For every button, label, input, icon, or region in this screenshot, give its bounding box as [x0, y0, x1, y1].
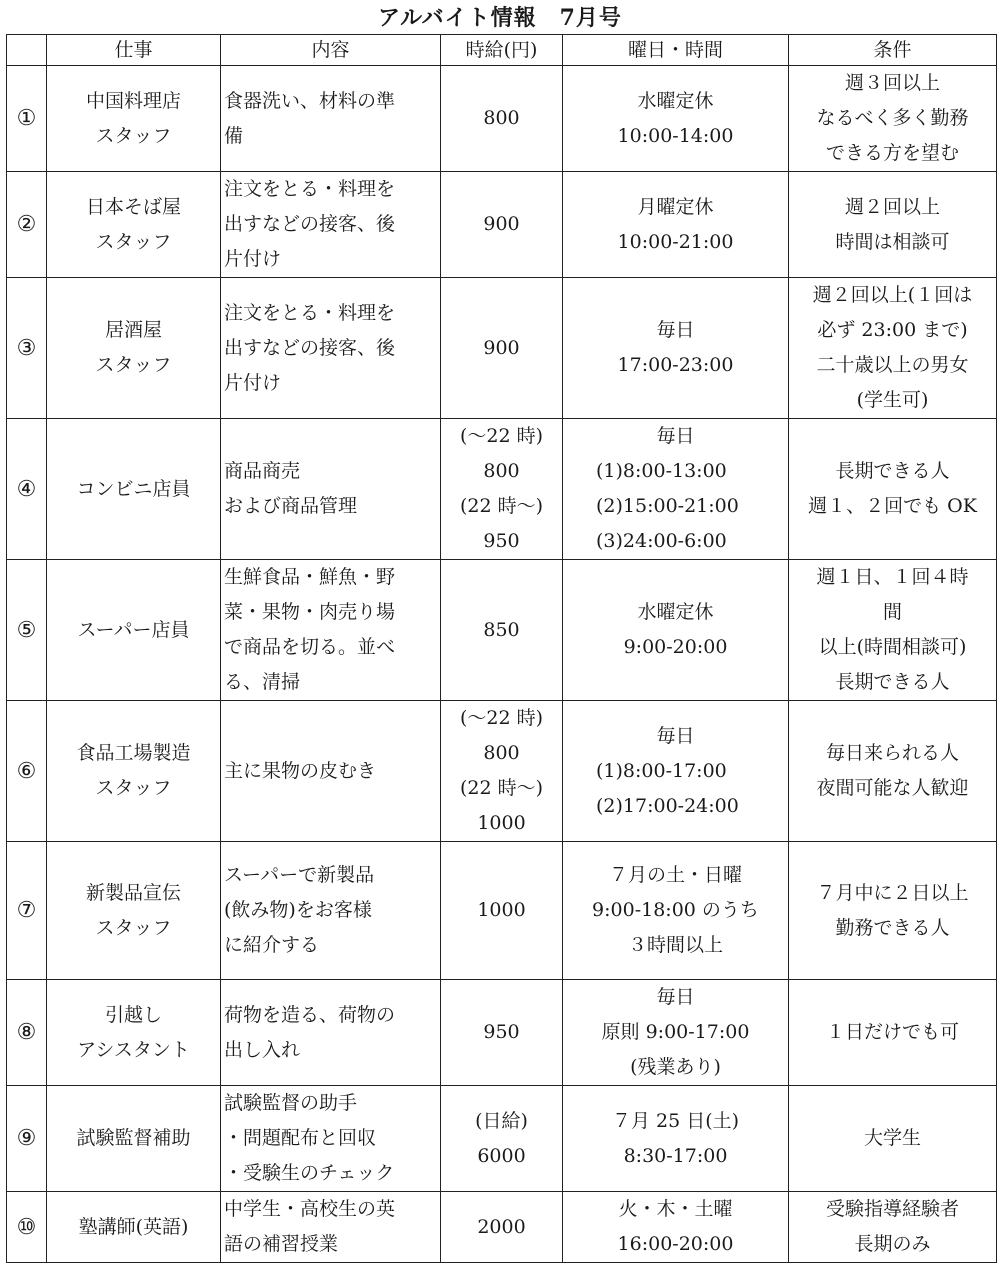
schedule-line: 毎日 — [656, 425, 695, 447]
table-row — [7, 701, 997, 842]
conditions-line: 二十歳以上の男女 — [816, 354, 969, 376]
conditions-cell — [789, 172, 997, 278]
content-line: 試験監督の助手 — [224, 1092, 358, 1114]
job-line: コンビニ店員 — [76, 477, 191, 500]
schedule-line: (1)8:00-13:00 — [596, 460, 727, 482]
conditions-line: 長期できる人 — [835, 460, 950, 482]
wage-cell — [441, 560, 563, 701]
job-line: アシスタント — [77, 1038, 190, 1061]
schedule-cell — [563, 842, 789, 980]
schedule-line: (残業あり) — [630, 1056, 721, 1078]
conditions-line: 週２回以上(１回は — [812, 284, 973, 306]
content-cell — [221, 980, 441, 1086]
schedule-line: 毎日 — [656, 986, 695, 1008]
wage-line: 1000 — [477, 899, 526, 921]
content-cell — [221, 842, 441, 980]
schedule-line: 17:00-23:00 — [617, 354, 734, 376]
conditions-line: 以上(時間相談可) — [818, 636, 967, 658]
content-line: る、清掃 — [224, 671, 301, 693]
schedule-line: (2)15:00-21:00 — [596, 495, 739, 517]
wage-line: 900 — [483, 336, 520, 359]
schedule-line: (2)17:00-24:00 — [596, 794, 739, 817]
schedule-line: 16:00-20:00 — [617, 1233, 734, 1255]
schedule-cell — [563, 172, 789, 278]
page-title: アルバイト情報 7月号 — [378, 5, 622, 31]
schedule-line: 毎日 — [656, 724, 695, 747]
wage-line: (～22 時) — [459, 425, 544, 447]
wage-cell — [441, 278, 563, 419]
table-row — [7, 842, 997, 980]
row-number: ⑥ — [7, 701, 47, 842]
schedule-line: 月曜定休 — [637, 195, 714, 218]
conditions-line: 週２回以上 — [844, 195, 940, 218]
wage-line: 950 — [483, 530, 520, 552]
conditions-line: 週３回以上 — [844, 72, 940, 94]
schedule-line: ７月の土・日曜 — [608, 864, 742, 886]
schedule-line: 9:00-18:00 のうち — [592, 899, 759, 921]
wage-cell — [441, 1192, 563, 1263]
row-number: ⑦ — [7, 842, 47, 980]
schedule-line: (3)24:00-6:00 — [596, 530, 727, 552]
job-line: 塾講師(英語) — [78, 1215, 189, 1238]
content-cell — [221, 419, 441, 560]
wage-line: (22 時～) — [459, 495, 544, 517]
row-number: ⑩ — [7, 1192, 47, 1263]
conditions-cell — [789, 278, 997, 419]
content-cell — [221, 172, 441, 278]
wage-line: (日給) — [475, 1109, 528, 1132]
content-line: スーパーで新製品 — [224, 864, 375, 886]
content-cell — [221, 560, 441, 701]
schedule-line: (1)8:00-17:00 — [596, 759, 727, 782]
row-number: ② — [7, 172, 47, 278]
content-cell — [221, 1192, 441, 1263]
conditions-line: 間 — [882, 601, 902, 623]
conditions-line: 夜間可能な人歓迎 — [816, 777, 969, 799]
schedule-line: 水曜定休 — [637, 89, 714, 112]
job-cell — [47, 1086, 221, 1192]
schedule-cell — [563, 1192, 789, 1263]
job-cell — [47, 980, 221, 1086]
content-line: 生鮮食品・鮮魚・野 — [224, 566, 396, 588]
row-number: ⑨ — [7, 1086, 47, 1192]
conditions-line: 勤務できる人 — [835, 916, 950, 939]
wage-line: 800 — [483, 107, 520, 129]
content-line: 注文をとる・料理を — [224, 301, 396, 324]
conditions-cell — [789, 560, 997, 701]
content-line: 荷物を造る、荷物の — [224, 1003, 396, 1026]
conditions-cell — [789, 842, 997, 980]
content-cell — [221, 278, 441, 419]
wage-line: 6000 — [477, 1144, 526, 1167]
wage-cell — [441, 419, 563, 560]
job-line: 引越し — [104, 1003, 162, 1026]
content-line: 出すなどの接客、後 — [224, 213, 396, 235]
content-line: 中学生・高校生の英 — [224, 1198, 396, 1220]
schedule-line: 原則 9:00-17:00 — [601, 1021, 750, 1043]
conditions-line: 長期できる人 — [835, 671, 950, 693]
job-line: 試験監督補助 — [76, 1127, 191, 1149]
content-text — [224, 172, 395, 277]
content-line: で商品を切る。並べ — [224, 636, 396, 658]
conditions-line: 毎日来られる人 — [825, 742, 959, 764]
conditions-line: 長期のみ — [854, 1233, 931, 1255]
content-text — [224, 454, 357, 524]
schedule-line: ７月 25 日(土) — [611, 1109, 740, 1132]
content-text — [224, 296, 395, 401]
row-number: ④ — [7, 419, 47, 560]
job-line: 食品工場製造 — [76, 742, 191, 764]
job-line: 居酒屋 — [104, 319, 162, 341]
schedule-cell — [563, 278, 789, 419]
content-line: ・問題配布と回収 — [224, 1127, 377, 1149]
content-line: 商品商売 — [224, 460, 301, 482]
wage-line: 950 — [483, 1021, 520, 1043]
job-cell — [47, 1192, 221, 1263]
job-line: スタッフ — [95, 230, 172, 253]
schedule-cell — [563, 980, 789, 1086]
content-cell — [221, 66, 441, 172]
header-content: 内容 — [221, 35, 441, 66]
wage-line: 1000 — [477, 812, 526, 834]
conditions-cell — [789, 980, 997, 1086]
job-line: 中国料理店 — [85, 89, 181, 112]
wage-line: 850 — [483, 618, 520, 641]
schedule-line: ３時間以上 — [627, 934, 723, 956]
conditions-line: 必ず 23:00 まで) — [817, 319, 968, 341]
schedule-line: 10:00-14:00 — [617, 124, 734, 147]
schedule-cell — [563, 701, 789, 842]
job-cell — [47, 560, 221, 701]
wage-line: 800 — [483, 460, 520, 482]
header-row — [7, 35, 997, 66]
wage-line: (22 時～) — [459, 777, 544, 799]
content-line: 食器洗い、材料の準 — [224, 89, 396, 112]
table-row — [7, 278, 997, 419]
wage-line: (～22 時) — [459, 707, 544, 729]
content-text — [224, 998, 395, 1068]
conditions-cell — [789, 419, 997, 560]
job-cell — [47, 278, 221, 419]
content-line: 主に果物の皮むき — [224, 759, 377, 782]
wage-line: 800 — [483, 742, 520, 764]
wage-cell — [441, 1086, 563, 1192]
conditions-line: できる方を望む — [825, 142, 959, 164]
content-line: 片付け — [224, 248, 282, 270]
conditions-cell — [789, 66, 997, 172]
conditions-cell — [789, 701, 997, 842]
schedule-line: 9:00-20:00 — [623, 636, 728, 658]
job-line: スタッフ — [95, 124, 172, 147]
conditions-cell — [789, 1192, 997, 1263]
header-schedule: 曜日・時間 — [563, 35, 789, 66]
job-cell — [47, 842, 221, 980]
content-text — [224, 560, 395, 700]
content-line: 備 — [224, 124, 244, 147]
content-cell — [221, 1086, 441, 1192]
content-line: 注文をとる・料理を — [224, 178, 396, 200]
job-cell — [47, 701, 221, 842]
header-number — [7, 35, 47, 66]
job-line: スーパー店員 — [77, 618, 190, 641]
schedule-cell — [563, 66, 789, 172]
schedule-cell — [563, 1086, 789, 1192]
content-text — [224, 858, 374, 963]
table-row — [7, 1192, 997, 1263]
wage-line: 2000 — [477, 1215, 526, 1238]
job-line: スタッフ — [95, 916, 172, 939]
job-listings-table — [6, 34, 997, 1263]
header-wage: 時給(円) — [441, 35, 563, 66]
table-row — [7, 172, 997, 278]
content-line: 出すなどの接客、後 — [224, 336, 396, 359]
row-number: ⑤ — [7, 560, 47, 701]
conditions-line: なるべく多く勤務 — [816, 107, 969, 129]
job-line: 日本そば屋 — [85, 195, 181, 218]
wage-cell — [441, 66, 563, 172]
content-text — [224, 1086, 394, 1191]
row-number: ⑧ — [7, 980, 47, 1086]
wage-cell — [441, 980, 563, 1086]
schedule-line: 火・木・土曜 — [618, 1198, 733, 1220]
schedule-cell — [563, 560, 789, 701]
conditions-line: 時間は相談可 — [835, 230, 950, 253]
header-job: 仕事 — [47, 35, 221, 66]
job-cell — [47, 66, 221, 172]
table-row — [7, 66, 997, 172]
content-cell — [221, 701, 441, 842]
schedule-line: 10:00-21:00 — [617, 230, 734, 253]
row-number: ③ — [7, 278, 47, 419]
content-line: 菜・果物・肉売り場 — [224, 601, 396, 623]
content-line: 語の補習授業 — [224, 1233, 339, 1255]
conditions-cell — [789, 1086, 997, 1192]
schedule-line: 水曜定休 — [637, 601, 714, 623]
conditions-line: ７月中に２日以上 — [816, 881, 969, 904]
content-line: および商品管理 — [224, 495, 358, 517]
content-line: ・受験生のチェック — [224, 1162, 395, 1184]
table-row — [7, 560, 997, 701]
job-cell — [47, 172, 221, 278]
wage-line: 900 — [483, 213, 520, 235]
content-text — [224, 754, 376, 789]
table-row — [7, 980, 997, 1086]
conditions-line: 受験指導経験者 — [825, 1198, 959, 1220]
job-line: スタッフ — [95, 777, 172, 799]
job-line: 新製品宣伝 — [85, 881, 181, 904]
conditions-line: 大学生 — [863, 1127, 921, 1149]
content-line: に紹介する — [224, 934, 320, 956]
conditions-line: (学生可) — [856, 389, 929, 411]
row-number: ① — [7, 66, 47, 172]
content-line: (飲み物)をお客様 — [224, 899, 372, 921]
schedule-line: 毎日 — [656, 319, 695, 341]
content-line: 出し入れ — [224, 1038, 301, 1061]
content-text — [224, 1192, 395, 1262]
schedule-line: 8:30-17:00 — [623, 1144, 728, 1167]
conditions-line: 週１日、１回４時 — [816, 566, 969, 588]
schedule-cell — [563, 419, 789, 560]
content-text — [224, 84, 395, 154]
header-conditions: 条件 — [789, 35, 997, 66]
content-line: 片付け — [224, 371, 282, 394]
table-row — [7, 419, 997, 560]
conditions-line: １日だけでも可 — [825, 1021, 959, 1043]
wage-cell — [441, 842, 563, 980]
conditions-line: 週１、２回でも OK — [808, 495, 977, 517]
job-line: スタッフ — [95, 354, 172, 376]
table-row — [7, 1086, 997, 1192]
wage-cell — [441, 701, 563, 842]
wage-cell — [441, 172, 563, 278]
job-cell — [47, 419, 221, 560]
